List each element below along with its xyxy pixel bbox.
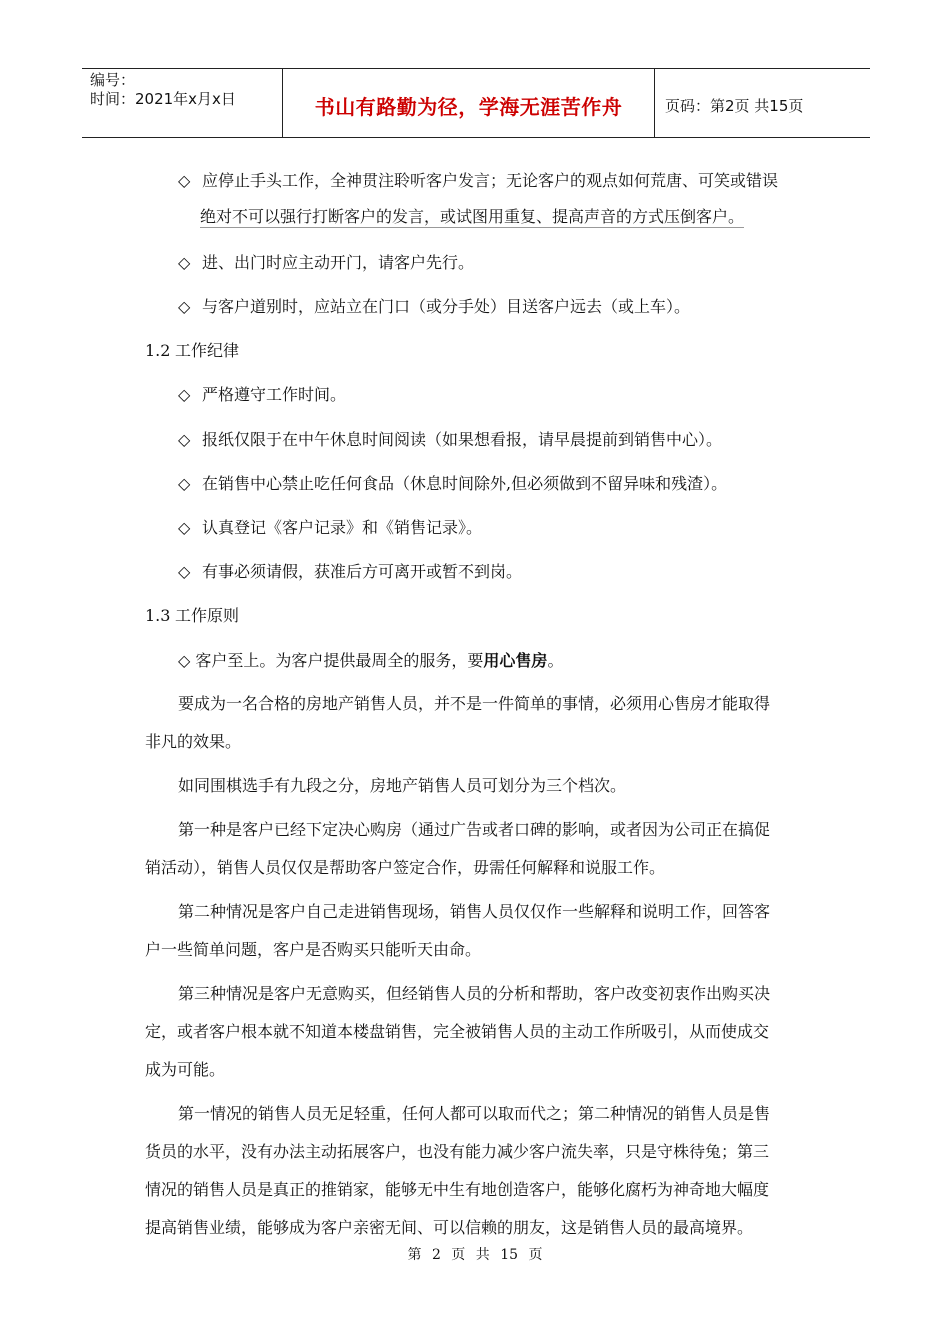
paragraph-continuation bbox=[145, 1137, 810, 1167]
paragraph-line: 提高销售业绩，能够成为客户亲密无间、可以信赖的朋友，这是销售人员的最高境界。 bbox=[145, 1218, 754, 1237]
diamond-bullet-icon: ◇ bbox=[178, 518, 191, 537]
paragraph bbox=[145, 1099, 843, 1129]
bullet-item bbox=[145, 646, 843, 676]
paragraph-continuation bbox=[145, 935, 810, 965]
paragraph-continuation bbox=[145, 1017, 810, 1047]
paragraph-line: 货员的水平，没有办法主动拓展客户，也没有能力减少客户流失率，只是守株待兔；第三 bbox=[145, 1142, 770, 1161]
header-page-info: 页码：第2页 共15页 bbox=[665, 96, 804, 115]
diamond-bullet-icon: ◇ bbox=[178, 253, 191, 272]
paragraph-line: 销活动），销售人员仅仅是帮助客户签定合作，毋需任何解释和说服工作。 bbox=[145, 858, 666, 877]
bullet-text: 客户至上。为客户提供最周全的服务，要 bbox=[195, 651, 484, 670]
paragraph-continuation bbox=[145, 1175, 810, 1205]
bullet-item bbox=[145, 292, 843, 322]
paragraph bbox=[145, 689, 843, 719]
diamond-bullet-icon: ◇ bbox=[178, 562, 191, 581]
bullet-item bbox=[145, 380, 843, 410]
footer-page-number: 第 2 页 共 15 页 bbox=[407, 1247, 543, 1263]
bullet-text: 应停止手头工作，全神贯注聆听客户发言；无论客户的观点如何荒唐、可笑或错误 bbox=[202, 171, 779, 190]
paragraph bbox=[145, 771, 843, 801]
bullet-item bbox=[145, 425, 843, 455]
page-header bbox=[82, 68, 870, 138]
section-title: 工作纪律 bbox=[175, 341, 240, 360]
diamond-bullet-icon: ◇ bbox=[178, 385, 191, 404]
bullet-text: 与客户道别时，应站立在门口（或分手处）目送客户远去（或上车）。 bbox=[202, 297, 691, 316]
bullet-text: 严格遵守工作时间。 bbox=[202, 385, 347, 404]
bullet-continuation bbox=[145, 202, 865, 232]
paragraph-line: 成为可能。 bbox=[145, 1060, 226, 1079]
section-heading bbox=[145, 601, 810, 631]
header-motto: 书山有路勤为径，学海无涯苦作舟 bbox=[314, 94, 623, 119]
header-page-cell bbox=[655, 71, 870, 139]
paragraph-continuation bbox=[145, 853, 810, 883]
bullet-item bbox=[145, 469, 843, 499]
bullet-item bbox=[145, 166, 843, 196]
paragraph bbox=[145, 897, 843, 927]
paragraph-continuation bbox=[145, 1055, 810, 1085]
paragraph-line: 要成为一名合格的房地产销售人员，并不是一件简单的事情，必须用心售房才能取得 bbox=[178, 694, 771, 713]
section-number: 1.2 bbox=[145, 341, 171, 360]
diamond-bullet-icon: ◇ bbox=[178, 430, 191, 449]
paragraph-line: 第二种情况是客户自己走进销售现场，销售人员仅仅作一些解释和说明工作，回答客 bbox=[178, 902, 771, 921]
paragraph-continuation bbox=[145, 1213, 810, 1243]
bullet-text: 在销售中心禁止吃任何食品（休息时间除外,但必须做到不留异味和残渣）。 bbox=[202, 474, 728, 493]
paragraph-line: 情况的销售人员是真正的推销家，能够无中生有地创造客户，能够化腐朽为神奇地大幅度 bbox=[145, 1180, 770, 1199]
paragraph-line: 第三种情况是客户无意购买，但经销售人员的分析和帮助，客户改变初衷作出购买决 bbox=[178, 984, 771, 1003]
header-motto-cell bbox=[283, 69, 655, 137]
serial-label: 编号： bbox=[90, 71, 136, 89]
paragraph-line: 第一种是客户已经下定决心购房（通过广告或者口碑的影响，或者因为公司正在搞促 bbox=[178, 820, 771, 839]
diamond-bullet-icon: ◇ bbox=[178, 651, 191, 670]
page-footer bbox=[0, 1244, 950, 1264]
paragraph-line: 如同围棋选手有九段之分，房地产销售人员可划分为三个档次。 bbox=[178, 776, 627, 795]
diamond-bullet-icon: ◇ bbox=[178, 171, 191, 190]
time-label: 时间：2021年x月x日 bbox=[90, 90, 236, 108]
section-title: 工作原则 bbox=[175, 606, 240, 625]
bullet-text-end: 。 bbox=[547, 651, 564, 670]
bullet-text: 报纸仅限于在中午休息时间阅读（如果想看报，请早晨提前到销售中心）。 bbox=[202, 430, 723, 449]
diamond-bullet-icon: ◇ bbox=[178, 474, 191, 493]
paragraph-line: 非凡的效果。 bbox=[145, 732, 242, 751]
diamond-bullet-icon: ◇ bbox=[178, 297, 191, 316]
bullet-text: 进、出门时应主动开门，请客户先行。 bbox=[202, 253, 475, 272]
bullet-text: 认真登记《客户记录》和《销售记录》。 bbox=[202, 518, 483, 537]
bullet-item bbox=[145, 513, 843, 543]
paragraph-line: 户一些简单问题，客户是否购买只能听天由命。 bbox=[145, 940, 482, 959]
emphasis-text: 用心售房 bbox=[483, 651, 548, 670]
bullet-item bbox=[145, 557, 843, 587]
paragraph-line: 第一情况的销售人员无足轻重，任何人都可以取而代之；第二种情况的销售人员是售 bbox=[178, 1104, 771, 1123]
paragraph-continuation bbox=[145, 727, 810, 757]
section-heading bbox=[145, 336, 810, 366]
paragraph bbox=[145, 979, 843, 1009]
section-number: 1.3 bbox=[145, 606, 171, 625]
header-left-cell bbox=[82, 69, 283, 137]
paragraph-line: 定，或者客户根本就不知道本楼盘销售，完全被销售人员的主动工作所吸引，从而使成交 bbox=[145, 1022, 770, 1041]
bullet-text: 绝对不可以强行打断客户的发言，或试图用重复、提高声音的方式压倒客户。 bbox=[200, 207, 745, 226]
paragraph bbox=[145, 815, 843, 845]
bullet-item bbox=[145, 248, 843, 278]
bullet-text: 有事必须请假，获准后方可离开或暂不到岗。 bbox=[202, 562, 523, 581]
